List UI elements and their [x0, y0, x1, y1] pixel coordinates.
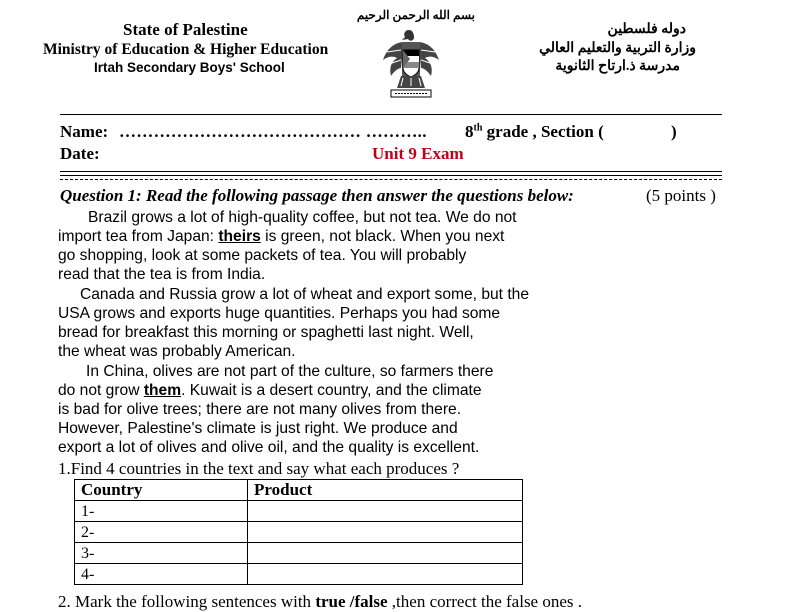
- passage-line: [58, 227, 504, 246]
- passage-line: Canada and Russia grow a lot of wheat and export some, but the: [80, 286, 530, 303]
- section-close: ): [671, 122, 677, 141]
- task2-text: 2. Mark the following sentences with: [58, 592, 316, 611]
- passage-line: is bad for olive trees; there are not many olives from there.: [58, 401, 462, 418]
- table-cell-product[interactable]: [248, 522, 523, 543]
- header-state-ar: دوله فلسطين: [607, 22, 686, 37]
- grade-number: 8: [465, 122, 474, 141]
- passage-text: is green, not black. When you next: [260, 228, 505, 245]
- header-school: Irtah Secondary Boys' School: [94, 60, 285, 75]
- table-header-country: Country: [75, 480, 248, 501]
- passage-line: bread for breakfast this morning or spaghetti last night. Well,: [58, 324, 474, 341]
- passage-line: Brazil grows a lot of high-quality coffee, but not tea. We do not: [88, 209, 517, 226]
- grade-section: [465, 122, 604, 142]
- passage-line: the wheat was probably American.: [58, 343, 296, 360]
- table-cell-product[interactable]: [248, 501, 523, 522]
- table-row: [75, 501, 523, 522]
- date-label: Date:: [60, 144, 100, 163]
- table-cell-country[interactable]: 4-: [75, 564, 248, 585]
- header-ministry-ar: وزارة التربية والتعليم العالي: [539, 41, 696, 56]
- task2-text: ,then correct the false ones .: [387, 592, 583, 611]
- task1-instruction: 1.Find 4 countries in the text and say what each produces ?: [58, 459, 460, 478]
- table-row: [75, 543, 523, 564]
- question1-points: (5 points ): [646, 186, 716, 205]
- exam-title: Unit 9 Exam: [372, 144, 464, 163]
- table-cell-country[interactable]: 2-: [75, 522, 248, 543]
- passage-line: In China, olives are not part of the culture, so farmers there: [86, 363, 494, 380]
- basmala: بسم الله الرحمن الرحيم: [356, 8, 475, 22]
- grade-suffix: th: [473, 122, 483, 134]
- table-cell-product[interactable]: [248, 543, 523, 564]
- question1-title: Question 1: Read the following passage then answer the questions below:: [60, 186, 574, 205]
- table-header-product: Product: [248, 480, 523, 501]
- table-header-row: [75, 480, 523, 501]
- task2-instruction: [58, 592, 582, 612]
- passage-text: import tea from Japan:: [58, 228, 219, 245]
- dashed-rule: [60, 179, 722, 180]
- name-field[interactable]: …………………………………… ………..: [119, 122, 427, 141]
- table-cell-country[interactable]: 1-: [75, 501, 248, 522]
- table-cell-product[interactable]: [248, 564, 523, 585]
- underlined-word-them: them: [143, 382, 182, 399]
- table-cell-country[interactable]: 3-: [75, 543, 248, 564]
- double-rule: [60, 171, 722, 176]
- passage-line: read that the tea is from India.: [58, 266, 266, 283]
- grade-label: grade , Section (: [482, 122, 604, 141]
- header-school-ar: مدرسة ذ.ارتاح الثانوية: [555, 59, 680, 74]
- header-state: State of Palestine: [123, 20, 248, 39]
- passage-text: . Kuwait is a desert country, and the climate: [181, 382, 482, 399]
- task2-true-false: true /false: [315, 592, 388, 611]
- table-row: [75, 564, 523, 585]
- header-ministry: Ministry of Education & Higher Education: [43, 41, 329, 58]
- passage-line: However, Palestine's climate is just right. We produce and: [58, 420, 458, 437]
- name-label: Name:: [60, 122, 109, 141]
- passage-line: USA grows and exports huge quantities. Perhaps you had some: [58, 305, 501, 322]
- passage-text: do not grow: [58, 382, 144, 399]
- underlined-word-theirs: theirs: [218, 228, 261, 245]
- header-divider: [60, 114, 722, 115]
- passage-line: go shopping, look at some packets of tea. You will probably: [58, 247, 467, 264]
- passage-line: [58, 381, 482, 400]
- passage-line: export a lot of olives and olive oil, and the quality is excellent.: [58, 439, 480, 456]
- palestine-eagle-emblem: [381, 28, 441, 104]
- table-row: [75, 522, 523, 543]
- answer-table: [74, 479, 523, 585]
